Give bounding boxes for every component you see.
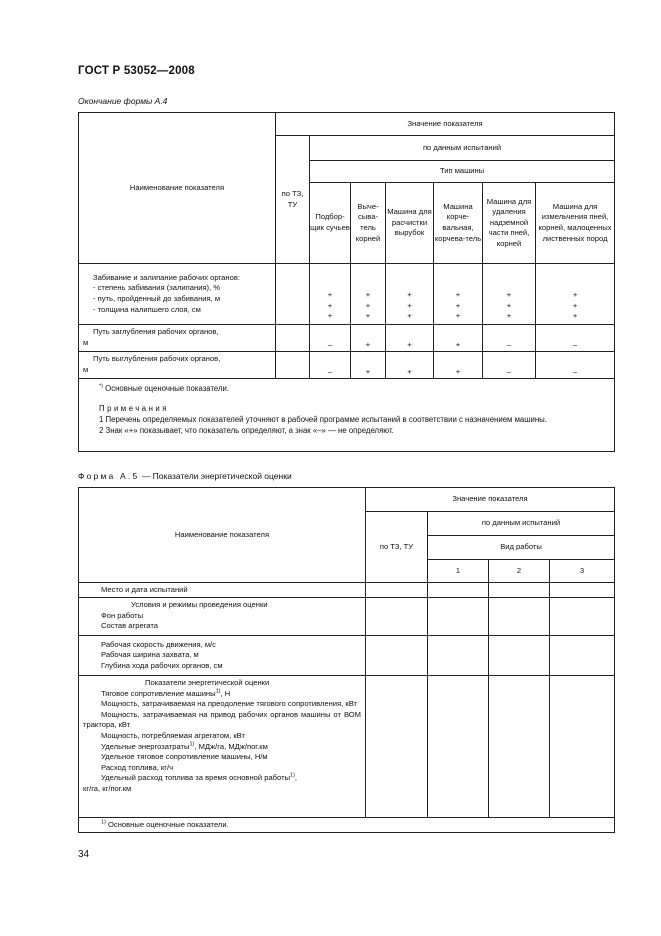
a5-header-by-tests: по данным испытаний xyxy=(428,512,615,536)
a4-marks: + + + xyxy=(351,264,386,325)
a4-row-raising: Путь выглубления рабочих органов, м xyxy=(79,352,276,379)
a5-traction: Тяговое сопротивление машины$^{1)}$, Н xyxy=(101,688,231,698)
a5-unit-composition: Состав агрегата xyxy=(101,621,158,631)
a5-col-2: 2 xyxy=(489,560,550,583)
a4-mark: + xyxy=(434,325,483,352)
a4-machine-header: Подбор-щик сучьев xyxy=(310,183,351,264)
a4-marks: + + + xyxy=(536,264,615,325)
a5-row-place-date: Место и дата испытаний xyxy=(79,583,366,598)
a4-row-deepening: Путь заглубления рабочих органов, м xyxy=(79,325,276,352)
a4-mark: + xyxy=(386,352,434,379)
a4-machine-header: Машина для удаления надземной части пней, корней xyxy=(483,183,536,264)
a4-note-2: 2 Знак «+» показывает, что показатель определяют, а знак «–» — не определяют. xyxy=(99,426,394,435)
a5-header-by-tz: по ТЗ, ТУ xyxy=(366,512,428,583)
a4-mark: + xyxy=(351,352,386,379)
a5-power-unit: Мощность, потребляемая агрегатом, кВт xyxy=(101,730,245,740)
a4-header-by-tz: по ТЗ, ТУ xyxy=(276,136,310,264)
a4-machine-header: Выче-сыва-тель корней xyxy=(351,183,386,264)
a5-footnote: $^{1)}$ Основные оценочные показатели. xyxy=(79,818,615,833)
form-a5-table xyxy=(78,487,615,833)
a4-marks: + + + xyxy=(386,264,434,325)
a4-marks: + + + xyxy=(310,264,351,325)
a4-cell xyxy=(276,352,310,379)
a4-row-clogging xyxy=(79,264,276,325)
a4-marks: + + + xyxy=(483,264,536,325)
a5-energy-title: Показатели энергетической оценки xyxy=(145,678,270,687)
a5-header-value: Значение показателя xyxy=(366,488,615,512)
form-a4-caption: Окончание формы А.4 xyxy=(78,96,168,106)
a4-row-clogging-thickness: - толщина налипшего слоя, см xyxy=(93,304,201,314)
a4-machine-header: Машина для расчистки вырубок xyxy=(386,183,434,264)
a5-specific-traction: Удельное тяговое сопротивление машины, Н/м xyxy=(101,752,268,762)
a4-header-value: Значение показателя xyxy=(276,113,615,136)
a4-header-machine-type: Тип машины xyxy=(310,161,615,183)
a5-col-1: 1 xyxy=(428,560,489,583)
a5-conditions-title: Условия и режимы проведения оценки xyxy=(131,600,268,609)
a4-mark: – xyxy=(536,352,615,379)
a4-machine-header: Машина для измельчения пней, корней, малоценных лиственных пород xyxy=(536,183,615,264)
a4-mark: – xyxy=(310,325,351,352)
a4-notes xyxy=(79,379,615,452)
a4-cell xyxy=(276,325,310,352)
a4-machine-header: Машина корче-вальная, корчева-тель xyxy=(434,183,483,264)
a4-cell xyxy=(276,264,310,325)
document-title: ГОСТ Р 53052—2008 xyxy=(78,65,195,77)
a4-header-by-tests: по данным испытаний xyxy=(310,136,615,161)
a4-mark: + xyxy=(434,352,483,379)
a4-note-1: 1 Перечень определяемых показателей уточняют в рабочей программе испытаний в соответствии с назначением машины. xyxy=(99,415,547,424)
a5-power-drive: Мощность, затрачиваемая на привод рабочих органов машины от ВОМ трактора, кВт xyxy=(83,709,361,730)
a5-specific-fuel: Удельный расход топлива за время основной работы$^{1)}$, xyxy=(101,772,298,783)
a5-power-traction: Мощность, затрачиваемая на преодоление тягового сопротивления, кВт xyxy=(101,699,357,709)
a5-width: Рабочая ширина захвата, м xyxy=(101,650,199,660)
a4-footnote: *) Основные оценочные показатели. xyxy=(99,383,230,393)
a4-mark: + xyxy=(386,325,434,352)
a4-row-clogging-degree: - степень забивания (залипания), % xyxy=(93,283,221,293)
a4-header-name: Наименование показателя xyxy=(79,113,276,264)
a5-row-operating xyxy=(79,636,366,676)
a5-row-conditions xyxy=(79,598,366,636)
a5-depth: Глубина хода рабочих органов, см xyxy=(101,660,223,670)
a4-notes-title: Примечания xyxy=(99,404,170,413)
a4-mark: + xyxy=(351,325,386,352)
a4-marks: + + + xyxy=(434,264,483,325)
a4-mark: – xyxy=(536,325,615,352)
a5-specific-fuel-unit: кг/га, кг/пог.км xyxy=(83,783,132,793)
page-number: 34 xyxy=(78,849,90,860)
a4-mark: – xyxy=(310,352,351,379)
a5-fuel: Расход топлива, кг/ч xyxy=(101,762,174,772)
a5-specific-energy: Удельные энергозатраты$^{1)}$, МДж/га, МДж/пог.км xyxy=(101,741,268,751)
form-a5-caption: Форма А.5 — Показатели энергетической оценки xyxy=(78,471,292,481)
a5-col-3: 3 xyxy=(550,560,615,583)
form-a4-table xyxy=(78,112,615,452)
a5-header-work-type: Вид работы xyxy=(428,536,615,560)
a5-background: Фон работы xyxy=(101,610,144,620)
a5-speed: Рабочая скорость движения, м/с xyxy=(101,639,216,649)
a4-mark: – xyxy=(483,352,536,379)
a5-header-name: Наименование показателя xyxy=(79,488,366,583)
a4-mark: – xyxy=(483,325,536,352)
a4-row-clogging-distance: - путь, пройденный до забивания, м xyxy=(93,294,221,303)
a5-row-energy xyxy=(79,676,366,818)
a4-row-clogging-title: Забивание и залипание рабочих органов: xyxy=(93,272,240,282)
